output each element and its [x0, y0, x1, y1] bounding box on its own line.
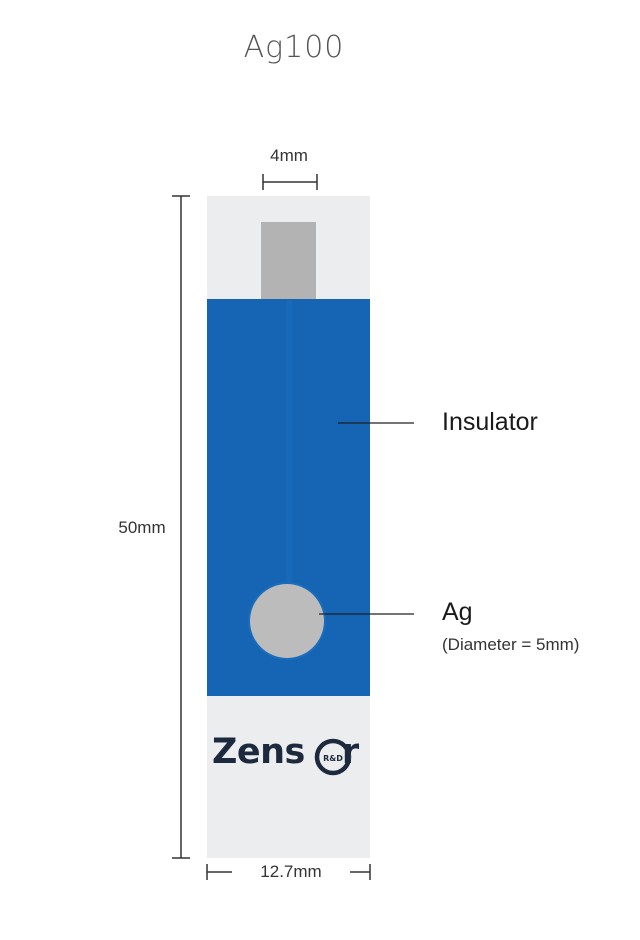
ag-electrode — [250, 584, 324, 658]
silver-trace — [286, 300, 292, 600]
brand-name-left: Zens — [212, 732, 305, 772]
electrode-width-label: 4mm — [270, 146, 308, 165]
diagram-title: Ag100 — [243, 30, 345, 65]
brand-logo — [212, 732, 359, 772]
brand-name-right: r — [341, 732, 359, 772]
strip-width-label: 12.7mm — [232, 862, 350, 882]
strip-length-label: 50mm — [118, 518, 166, 537]
silver-contact-pad — [261, 222, 316, 300]
ag-label: Ag — [442, 598, 473, 626]
brand-badge: R&D — [323, 754, 343, 763]
ag-diameter-note: (Diameter = 5mm) — [442, 635, 580, 654]
insulator-label: Insulator — [442, 408, 538, 436]
